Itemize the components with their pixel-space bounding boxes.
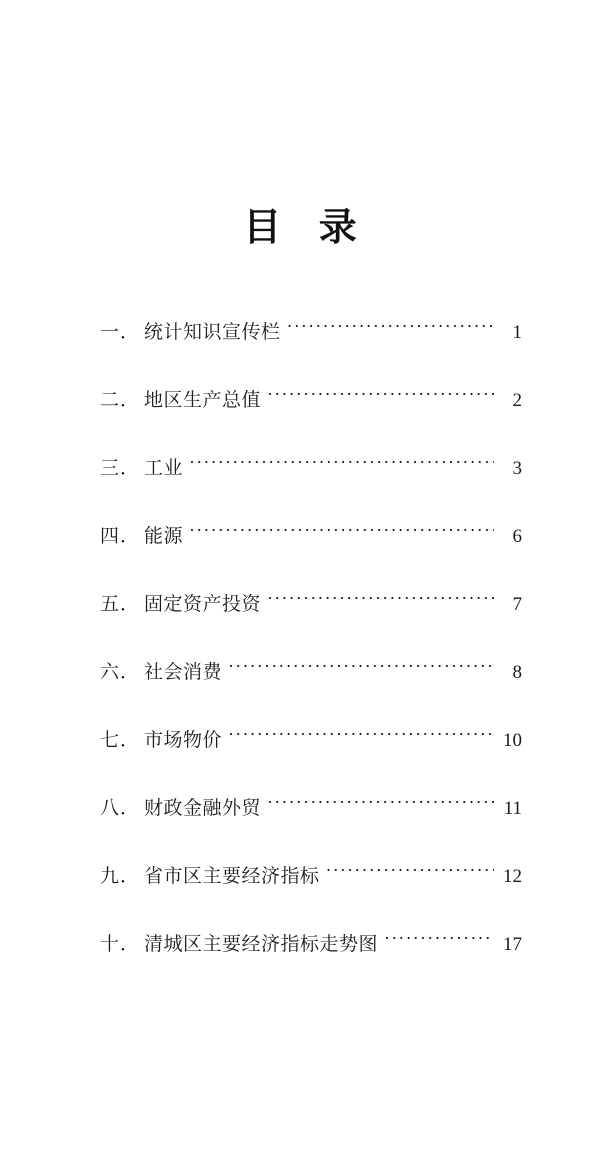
toc-leader-dots	[267, 591, 494, 610]
toc-entry-page: 1	[512, 322, 522, 343]
toc-entry-page: 6	[512, 526, 522, 547]
toc-entry[interactable]	[0, 453, 600, 521]
toc-entry-label: 清城区主要经济指标走势图	[144, 934, 379, 955]
toc-entry[interactable]	[0, 657, 600, 725]
toc-entry-number: 七．	[100, 730, 141, 751]
toc-entry-number: 九．	[100, 866, 141, 887]
toc-entry-label: 市场物价	[144, 730, 223, 751]
toc-entry-label: 统计知识宣传栏	[144, 322, 281, 343]
toc-entry-page: 17	[503, 934, 522, 955]
table-of-contents	[0, 317, 600, 997]
toc-leader-dots	[228, 659, 494, 678]
toc-leader-dots	[287, 319, 494, 338]
toc-entry-label: 省市区主要经济指标	[144, 866, 320, 887]
toc-entry-page: 11	[503, 798, 522, 819]
page-title: 目 录	[243, 207, 371, 249]
toc-leader-dots	[384, 931, 494, 950]
toc-leader-dots	[189, 455, 494, 474]
toc-entry[interactable]	[0, 929, 600, 997]
toc-entry[interactable]	[0, 793, 600, 861]
toc-entry-label: 工业	[144, 458, 184, 479]
toc-entry[interactable]	[0, 317, 600, 385]
toc-entry-label: 固定资产投资	[144, 594, 262, 615]
toc-entry-label: 社会消费	[144, 662, 223, 683]
toc-entry-page: 2	[512, 390, 522, 411]
toc-leader-dots	[267, 387, 494, 406]
toc-leader-dots	[326, 863, 494, 882]
toc-entry[interactable]	[0, 385, 600, 453]
toc-entry-page: 12	[503, 866, 522, 887]
toc-entry-number: 三．	[100, 458, 141, 479]
toc-entry-number: 二．	[100, 390, 141, 411]
toc-entry[interactable]	[0, 589, 600, 657]
toc-entry-page: 7	[512, 594, 522, 615]
toc-entry-label: 地区生产总值	[144, 390, 262, 411]
toc-entry-number: 八．	[100, 798, 141, 819]
toc-entry-number: 四．	[100, 526, 141, 547]
toc-entry[interactable]	[0, 521, 600, 589]
toc-entry-label: 财政金融外贸	[144, 798, 262, 819]
toc-entry-page: 10	[503, 730, 522, 751]
toc-entry-label: 能源	[144, 526, 184, 547]
toc-leader-dots	[228, 727, 494, 746]
toc-entry[interactable]	[0, 725, 600, 793]
toc-entry[interactable]	[0, 861, 600, 929]
toc-entry-number: 十．	[100, 934, 141, 955]
toc-entry-number: 六．	[100, 662, 141, 683]
toc-leader-dots	[267, 795, 494, 814]
toc-entry-page: 8	[512, 662, 522, 683]
toc-entry-page: 3	[512, 458, 522, 479]
toc-entry-number: 一．	[100, 322, 141, 343]
toc-entry-number: 五．	[100, 594, 141, 615]
toc-leader-dots	[189, 523, 494, 542]
